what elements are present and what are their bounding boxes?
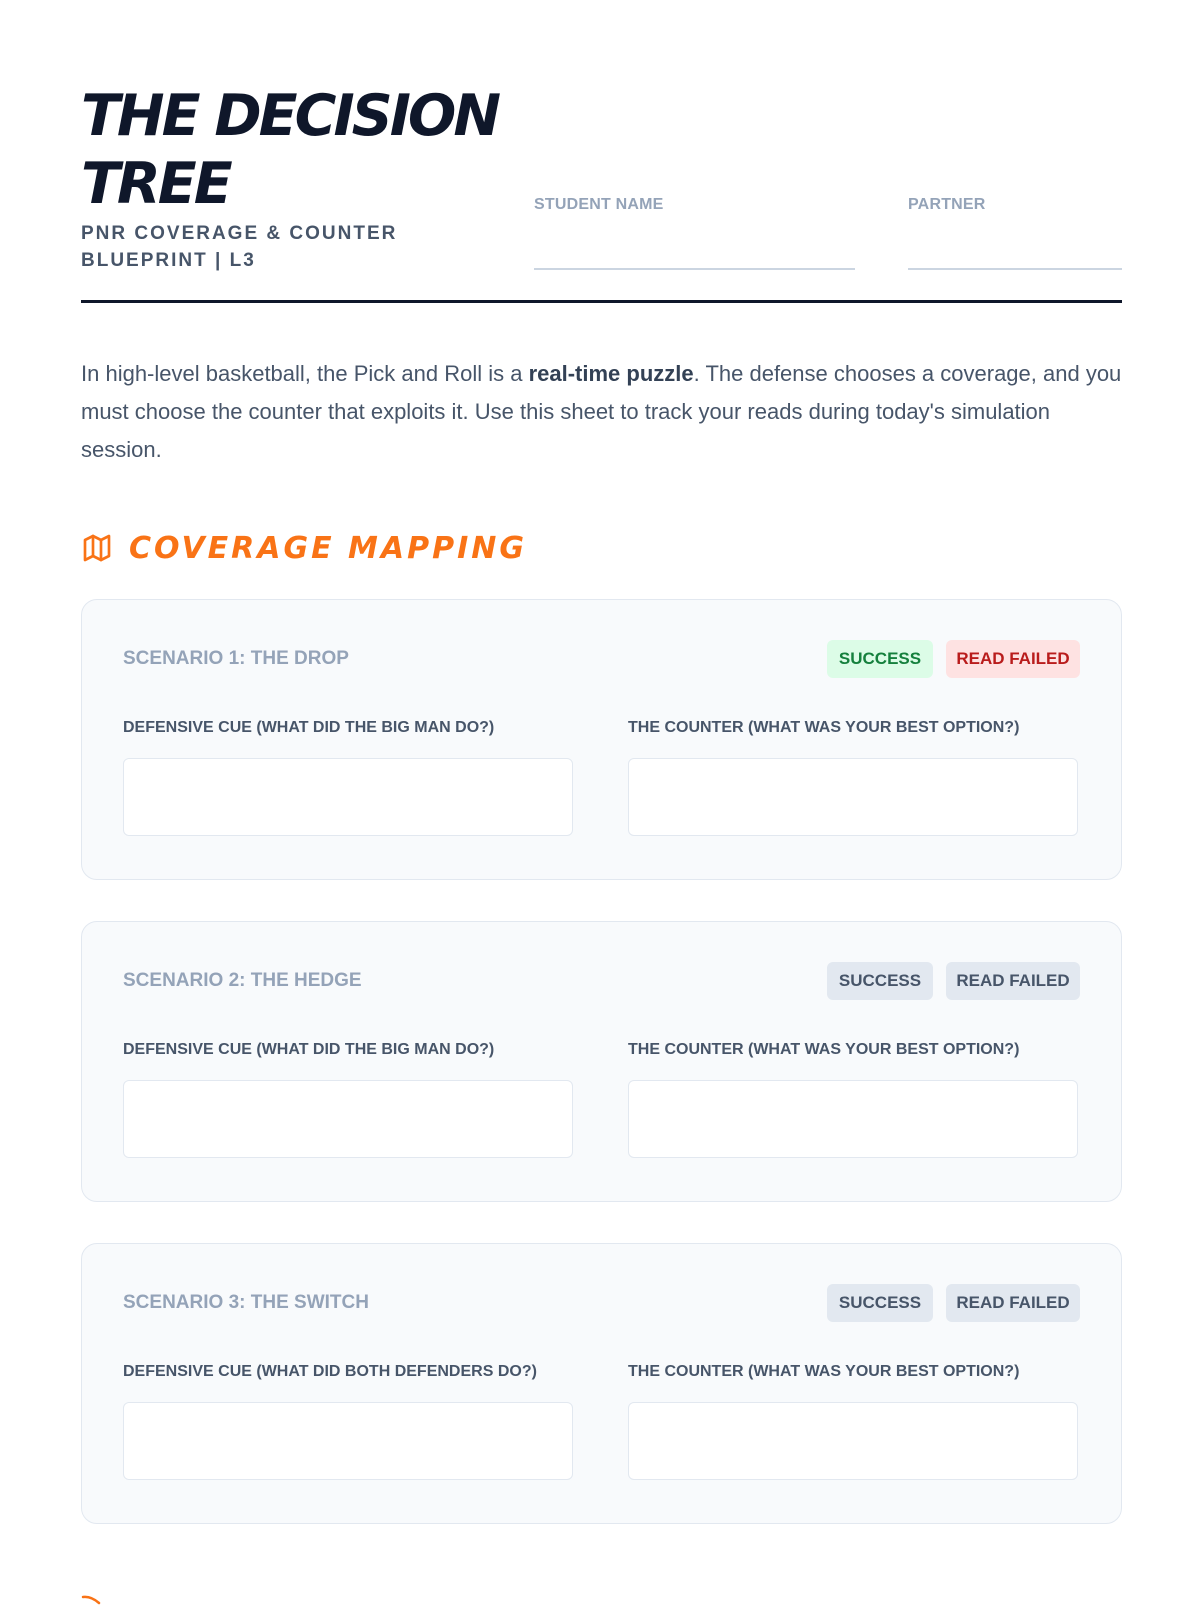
read-failed-button[interactable]: READ FAILED <box>946 962 1080 1000</box>
header-divider <box>81 300 1122 303</box>
counter-input[interactable] <box>628 1402 1078 1480</box>
scenario-title: SCENARIO 3: THE SWITCH <box>123 1292 369 1313</box>
intro-emphasis: real-time puzzle <box>528 361 694 386</box>
success-button[interactable]: SUCCESS <box>827 1284 933 1322</box>
map-icon <box>81 532 113 564</box>
partner-field <box>908 196 1122 270</box>
success-button[interactable]: SUCCESS <box>827 640 933 678</box>
scenario-title: SCENARIO 1: THE DROP <box>123 648 349 669</box>
defensive-cue-input[interactable] <box>123 1080 573 1158</box>
intro-paragraph <box>81 355 1122 469</box>
partner-label: PARTNER <box>908 196 986 213</box>
page-title: THE DECISION TREE <box>81 83 499 217</box>
flag-icon <box>81 1595 103 1609</box>
intro-text-start: In high-level basketball, the Pick and Roll is a <box>81 361 529 386</box>
defensive-cue-label: DEFENSIVE CUE (WHAT DID THE BIG MAN DO?) <box>123 719 495 736</box>
scenario-card <box>81 1243 1122 1524</box>
counter-input[interactable] <box>628 1080 1078 1158</box>
defensive-cue-input[interactable] <box>123 1402 573 1480</box>
counter-label: THE COUNTER (WHAT WAS YOUR BEST OPTION?) <box>628 1041 1020 1058</box>
worksheet-page <box>81 0 1122 1380</box>
scenario-card <box>81 921 1122 1202</box>
coverage-mapping-heading <box>81 528 527 568</box>
intro-text-end: . The defense chooses a coverage, and you must choose the counter that exploits it. Use this sheet to track your reads during today's simulation session. <box>81 361 1122 462</box>
page-subtitle: PNR COVERAGE & COUNTER BLUEPRINT | L3 <box>81 223 398 271</box>
success-button[interactable]: SUCCESS <box>827 962 933 1000</box>
student-name-label: STUDENT NAME <box>534 196 664 213</box>
worksheet-header <box>81 0 1122 304</box>
student-name-field <box>534 196 855 270</box>
student-name-input[interactable] <box>534 238 855 270</box>
read-failed-button[interactable]: READ FAILED <box>946 1284 1080 1322</box>
section-title: COVERAGE MAPPING <box>129 530 527 566</box>
next-section-heading <box>81 1592 381 1612</box>
counter-input[interactable] <box>628 758 1078 836</box>
counter-label: THE COUNTER (WHAT WAS YOUR BEST OPTION?) <box>628 1363 1020 1380</box>
defensive-cue-label: DEFENSIVE CUE (WHAT DID THE BIG MAN DO?) <box>123 1041 495 1058</box>
read-failed-button[interactable]: READ FAILED <box>946 640 1080 678</box>
defensive-cue-input[interactable] <box>123 758 573 836</box>
partner-input[interactable] <box>908 238 1122 270</box>
counter-label: THE COUNTER (WHAT WAS YOUR BEST OPTION?) <box>628 719 1020 736</box>
defensive-cue-label: DEFENSIVE CUE (WHAT DID BOTH DEFENDERS DO?) <box>123 1363 537 1380</box>
scenario-title: SCENARIO 2: THE HEDGE <box>123 970 362 991</box>
scenario-card <box>81 599 1122 880</box>
